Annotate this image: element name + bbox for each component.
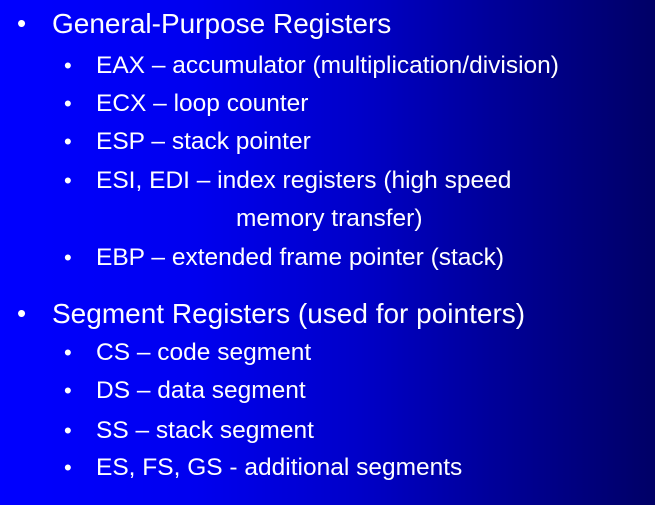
bullet-icon: • [64, 129, 72, 154]
bullet-icon: • [17, 298, 27, 328]
list-item-esp: ESP – stack pointer [96, 128, 311, 155]
bullet-icon: • [64, 455, 72, 480]
list-item-ds: DS – data segment [96, 377, 306, 404]
section-heading-general-purpose: General-Purpose Registers [52, 8, 392, 39]
list-item-esi-edi: ESI, EDI – index registers (high speed [96, 167, 512, 194]
list-item-es-fs-gs: ES, FS, GS - additional segments [96, 454, 463, 481]
bullet-icon: • [64, 168, 72, 193]
list-item-ebp: EBP – extended frame pointer (stack) [96, 244, 505, 271]
list-item-ecx: ECX – loop counter [96, 90, 309, 117]
section-heading-segment: Segment Registers (used for pointers) [52, 298, 526, 329]
list-item-cs: CS – code segment [96, 339, 312, 366]
bullet-icon: • [64, 53, 72, 78]
list-item-ss: SS – stack segment [96, 417, 314, 444]
bullet-icon: • [64, 91, 72, 116]
bullet-icon: • [64, 340, 72, 365]
bullet-icon: • [64, 378, 72, 403]
list-item-eax: EAX – accumulator (multiplication/division) [96, 52, 559, 79]
bullet-icon: • [64, 245, 72, 270]
bullet-icon: • [17, 8, 27, 38]
list-item-esi-edi-continuation: memory transfer) [236, 205, 423, 232]
bullet-icon: • [64, 418, 72, 443]
